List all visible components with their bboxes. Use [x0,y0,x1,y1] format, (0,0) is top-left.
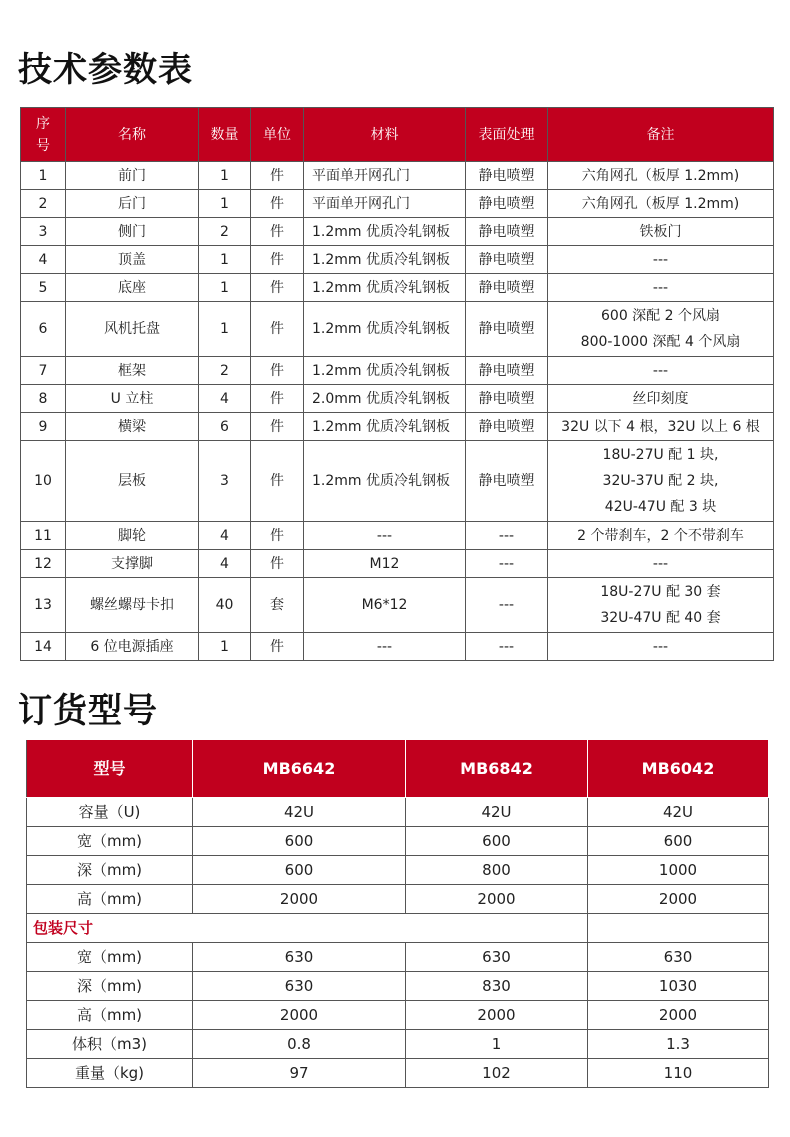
row-note [548,302,774,357]
spec-value: 2000 [406,885,588,914]
header-finish: 表面处理 [466,108,548,162]
spec-row [21,218,774,246]
row-unit: 件 [251,633,304,661]
row-name: 侧门 [66,218,199,246]
row-name: 框架 [66,357,199,385]
note-line: --- [652,279,669,296]
row-material: --- [304,522,466,550]
note-line: 丝印刻度 [632,390,689,407]
note-line: 600 深配 2 个风扇 [601,308,720,324]
row-unit: 件 [251,190,304,218]
spec-label: 体积（m3) [27,1030,193,1059]
row-note [548,274,774,302]
row-name: 脚轮 [66,522,199,550]
spec-value: 630 [588,943,769,972]
spec-row [21,357,774,385]
row-material: 1.2mm 优质冷轧钢板 [304,357,466,385]
spec-value: 600 [193,827,406,856]
model-header: 型号 [27,740,193,798]
row-material: 1.2mm 优质冷轧钢板 [304,246,466,274]
row-finish: --- [466,522,548,550]
order-title: 订货型号 [18,691,158,731]
note-line: --- [652,638,669,655]
row-material: 平面单开网孔门 [304,190,466,218]
row-no: 1 [21,162,66,190]
row-no: 14 [21,633,66,661]
order-row [27,1030,769,1059]
spec-value: 0.8 [193,1030,406,1059]
row-no: 7 [21,357,66,385]
row-material: 平面单开网孔门 [304,162,466,190]
spec-row [21,633,774,661]
package-row [27,914,769,943]
spec-row [21,413,774,441]
row-name: 横梁 [66,413,199,441]
spec-row [21,578,774,633]
spec-row [21,522,774,550]
row-material: 1.2mm 优质冷轧钢板 [304,413,466,441]
row-unit: 件 [251,302,304,357]
row-material: 1.2mm 优质冷轧钢板 [304,302,466,357]
spec-label: 宽（mm) [27,943,193,972]
row-unit: 件 [251,441,304,522]
note-line: 18U-27U 配 30 套 [600,584,721,600]
spec-label: 高（mm) [27,885,193,914]
order-header-row [27,740,769,798]
row-note [548,218,774,246]
spec-value: 1030 [588,972,769,1001]
spec-value: 2000 [588,885,769,914]
row-no: 5 [21,274,66,302]
row-material: 1.2mm 优质冷轧钢板 [304,274,466,302]
order-row [27,972,769,1001]
order-row [27,1059,769,1088]
note-line: 2 个带刹车，2 个不带刹车 [577,527,744,544]
row-finish: 静电喷塑 [466,441,548,522]
row-name: U 立柱 [66,385,199,413]
spec-label: 深（mm) [27,856,193,885]
spec-row [21,162,774,190]
row-note [548,578,774,633]
row-material: --- [304,633,466,661]
note-line: 800-1000 深配 4 个风扇 [580,334,741,350]
row-material: M6*12 [304,578,466,633]
row-qty: 4 [199,550,251,578]
row-finish: 静电喷塑 [466,385,548,413]
note-line: 铁板门 [639,223,682,240]
header-qty: 数量 [199,108,251,162]
row-note [548,441,774,522]
spec-value: 630 [406,943,588,972]
row-no: 11 [21,522,66,550]
spec-row [21,385,774,413]
note-line: 六角网孔（板厚 1.2mm) [581,195,740,212]
spec-value: 97 [193,1059,406,1088]
spec-value: 2000 [588,1001,769,1030]
row-finish: --- [466,633,548,661]
row-unit: 件 [251,385,304,413]
model-mb6042: MB6042 [588,740,769,798]
row-name: 顶盖 [66,246,199,274]
row-no: 2 [21,190,66,218]
row-finish: 静电喷塑 [466,190,548,218]
spec-value: 2000 [193,1001,406,1030]
row-name: 后门 [66,190,199,218]
row-name: 螺丝螺母卡扣 [66,578,199,633]
spec-value: 42U [193,798,406,827]
spec-label: 宽（mm) [27,827,193,856]
order-row [27,1001,769,1030]
spec-value: 630 [193,943,406,972]
row-finish: 静电喷塑 [466,302,548,357]
spec-value: 800 [406,856,588,885]
spec-header-row [21,108,774,162]
spec-row [21,274,774,302]
spec-value: 110 [588,1059,769,1088]
header-unit: 单位 [251,108,304,162]
spec-value: 600 [588,827,769,856]
order-row [27,798,769,827]
header-name: 名称 [66,108,199,162]
row-material: M12 [304,550,466,578]
row-unit: 件 [251,357,304,385]
row-name: 层板 [66,441,199,522]
spec-label: 容量（U) [27,798,193,827]
row-no: 9 [21,413,66,441]
note-line: --- [652,362,669,379]
spec-table [20,107,774,661]
row-unit: 件 [251,246,304,274]
spec-value: 630 [193,972,406,1001]
note-line: 六角网孔（板厚 1.2mm) [581,167,740,184]
spec-value: 42U [406,798,588,827]
row-material: 1.2mm 优质冷轧钢板 [304,218,466,246]
row-note [548,357,774,385]
order-table [26,740,769,1088]
spec-title: 技术参数表 [18,50,193,90]
row-no: 3 [21,218,66,246]
spec-value: 2000 [406,1001,588,1030]
spec-value: 42U [588,798,769,827]
spec-value: 1 [406,1030,588,1059]
model-mb6642: MB6642 [193,740,406,798]
spec-value: 1000 [588,856,769,885]
header-no: 序号 [21,108,66,162]
row-material: 1.2mm 优质冷轧钢板 [304,441,466,522]
note-line: 32U-47U 配 40 套 [600,610,721,626]
spec-value: 2000 [193,885,406,914]
spec-value: 830 [406,972,588,1001]
row-note [548,633,774,661]
spec-value: 600 [406,827,588,856]
spec-value: 1.3 [588,1030,769,1059]
row-unit: 件 [251,550,304,578]
row-unit: 件 [251,274,304,302]
package-size-label: 包装尺寸 [27,914,588,943]
row-unit: 套 [251,578,304,633]
spec-row [21,302,774,357]
row-note [548,413,774,441]
header-material: 材料 [304,108,466,162]
spec-row [21,550,774,578]
row-finish: 静电喷塑 [466,246,548,274]
note-line: 18U-27U 配 1 块, [602,447,719,463]
row-qty: 4 [199,385,251,413]
row-note [548,162,774,190]
row-no: 10 [21,441,66,522]
row-qty: 2 [199,218,251,246]
row-note [548,522,774,550]
note-line: 32U-37U 配 2 块, [602,473,719,489]
order-row [27,943,769,972]
row-qty: 1 [199,302,251,357]
row-unit: 件 [251,162,304,190]
spec-label: 高（mm) [27,1001,193,1030]
spec-row [21,246,774,274]
order-row [27,827,769,856]
row-finish: 静电喷塑 [466,274,548,302]
row-finish: 静电喷塑 [466,357,548,385]
row-note [548,550,774,578]
model-mb6842: MB6842 [406,740,588,798]
header-note: 备注 [548,108,774,162]
row-qty: 3 [199,441,251,522]
row-note [548,190,774,218]
note-line: 42U-47U 配 3 块 [604,499,717,515]
note-line: --- [652,251,669,268]
row-qty: 6 [199,413,251,441]
spec-row [21,190,774,218]
row-qty: 1 [199,190,251,218]
note-line: 32U 以下 4 根，32U 以上 6 根 [561,418,760,435]
spec-label: 深（mm) [27,972,193,1001]
row-name: 风机托盘 [66,302,199,357]
row-no: 12 [21,550,66,578]
row-finish: 静电喷塑 [466,218,548,246]
row-qty: 2 [199,357,251,385]
order-row [27,885,769,914]
spec-value: 600 [193,856,406,885]
spec-row [21,441,774,522]
row-no: 4 [21,246,66,274]
row-qty: 4 [199,522,251,550]
row-finish: --- [466,550,548,578]
row-finish: --- [466,578,548,633]
row-qty: 1 [199,162,251,190]
row-finish: 静电喷塑 [466,413,548,441]
row-name: 支撑脚 [66,550,199,578]
row-note [548,385,774,413]
row-note [548,246,774,274]
row-no: 6 [21,302,66,357]
row-name: 6 位电源插座 [66,633,199,661]
row-qty: 1 [199,246,251,274]
row-unit: 件 [251,218,304,246]
row-name: 前门 [66,162,199,190]
row-name: 底座 [66,274,199,302]
row-qty: 1 [199,274,251,302]
row-no: 8 [21,385,66,413]
row-unit: 件 [251,522,304,550]
row-material: 2.0mm 优质冷轧钢板 [304,385,466,413]
spec-value: 102 [406,1059,588,1088]
package-empty-cell [588,914,769,943]
note-line: --- [652,555,669,572]
row-finish: 静电喷塑 [466,162,548,190]
row-no: 13 [21,578,66,633]
row-qty: 1 [199,633,251,661]
spec-label: 重量（kg) [27,1059,193,1088]
row-qty: 40 [199,578,251,633]
order-row [27,856,769,885]
row-unit: 件 [251,413,304,441]
